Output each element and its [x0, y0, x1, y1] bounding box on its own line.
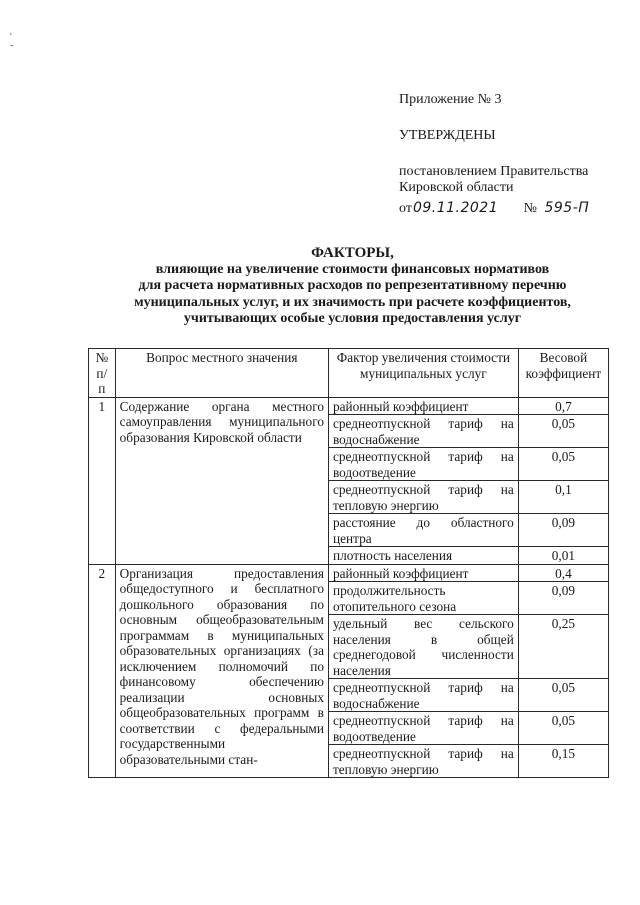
- weight-cell: 0,25: [518, 615, 608, 679]
- decree-date-number-line: [399, 200, 619, 217]
- approval-block: [399, 92, 619, 217]
- heading-title: ФАКТОРЫ,: [311, 245, 394, 261]
- weight-cell: 0,05: [518, 448, 608, 481]
- appendix-label: Приложение № 3: [399, 92, 502, 107]
- date-prefix: от: [399, 201, 412, 216]
- factor-cell: расстояние до областного центра: [328, 514, 518, 547]
- group-2-issue: Организация предоставления общедоступного и бесплатного дошкольного образования по основным общеобразовательным программам в муниципальных образовательных организациях (за исключением полномочий по финансовому обеспечению реализации основных общеобразовательных программ в соответствии с федеральными государственными образовательными стан-: [115, 564, 328, 778]
- number-prefix: №: [523, 201, 537, 216]
- factor-cell: среднеотпускной тариф на тепловую энергию: [328, 745, 518, 778]
- approved-label: УТВЕРЖДЕНЫ: [399, 128, 496, 143]
- group-2-num: 2: [89, 564, 116, 778]
- margin-mark-top: ': [10, 32, 12, 43]
- factor-cell: среднеотпускной тариф на водоотведение: [328, 712, 518, 745]
- table-row: [89, 397, 609, 415]
- header-factor: Фактор увеличения стоимости муниципальных услуг: [328, 349, 518, 398]
- weight-cell: 0,05: [518, 415, 608, 448]
- decree-line-2: Кировской области: [399, 180, 514, 195]
- weight-cell: 0,15: [518, 745, 608, 778]
- table-header-row: [89, 349, 609, 398]
- heading-line-2: для расчета нормативных расходов по репрезентативному перечню: [138, 278, 567, 293]
- factor-cell: удельный вес сельского населения в общей среднегодовой численности населения: [328, 615, 518, 679]
- factor-cell: среднеотпускной тариф на водоснабжение: [328, 415, 518, 448]
- margin-mark-bottom: -: [10, 40, 14, 51]
- weight-cell: 0,01: [518, 547, 608, 565]
- heading-line-4: учитывающих особые условия предоставления услуг: [183, 311, 522, 326]
- factor-cell: районный коэффициент: [328, 564, 518, 582]
- weight-cell: 0,09: [518, 514, 608, 547]
- factor-cell: плотность населения: [328, 547, 518, 565]
- factor-cell: среднеотпускной тариф на водоснабжение: [328, 679, 518, 712]
- table-row: [89, 564, 609, 582]
- header-num: № п/п: [89, 349, 116, 398]
- weight-cell: 0,4: [518, 564, 608, 582]
- header-issue: Вопрос местного значения: [115, 349, 328, 398]
- weight-cell: 0,05: [518, 679, 608, 712]
- weight-cell: 0,7: [518, 397, 608, 415]
- heading-line-1: влияющие на увеличение стоимости финансовых нормативов: [155, 261, 550, 277]
- document-heading: [60, 245, 640, 328]
- factors-table: [88, 348, 609, 778]
- factor-cell: среднеотпускной тариф на тепловую энергию: [328, 481, 518, 514]
- handwritten-date: 09.11.2021: [412, 200, 499, 216]
- factor-cell: районный коэффициент: [328, 397, 518, 415]
- handwritten-number: 595-П: [544, 200, 590, 216]
- heading-line-3: муниципальных услуг, и их значимость при расчете коэффициентов,: [134, 294, 571, 310]
- decree-line-1: постановлением Правительства: [399, 164, 589, 179]
- factor-cell: среднеотпускной тариф на водоотведение: [328, 448, 518, 481]
- header-weight: Весовой коэффициент: [518, 349, 608, 398]
- factor-cell: продолжительность отопительного сезона: [328, 582, 518, 615]
- weight-cell: 0,05: [518, 712, 608, 745]
- group-1-num: 1: [89, 397, 116, 564]
- weight-cell: 0,09: [518, 582, 608, 615]
- group-1-issue: Содержание органа местного самоуправления муниципального образования Кировской области: [115, 397, 328, 564]
- weight-cell: 0,1: [518, 481, 608, 514]
